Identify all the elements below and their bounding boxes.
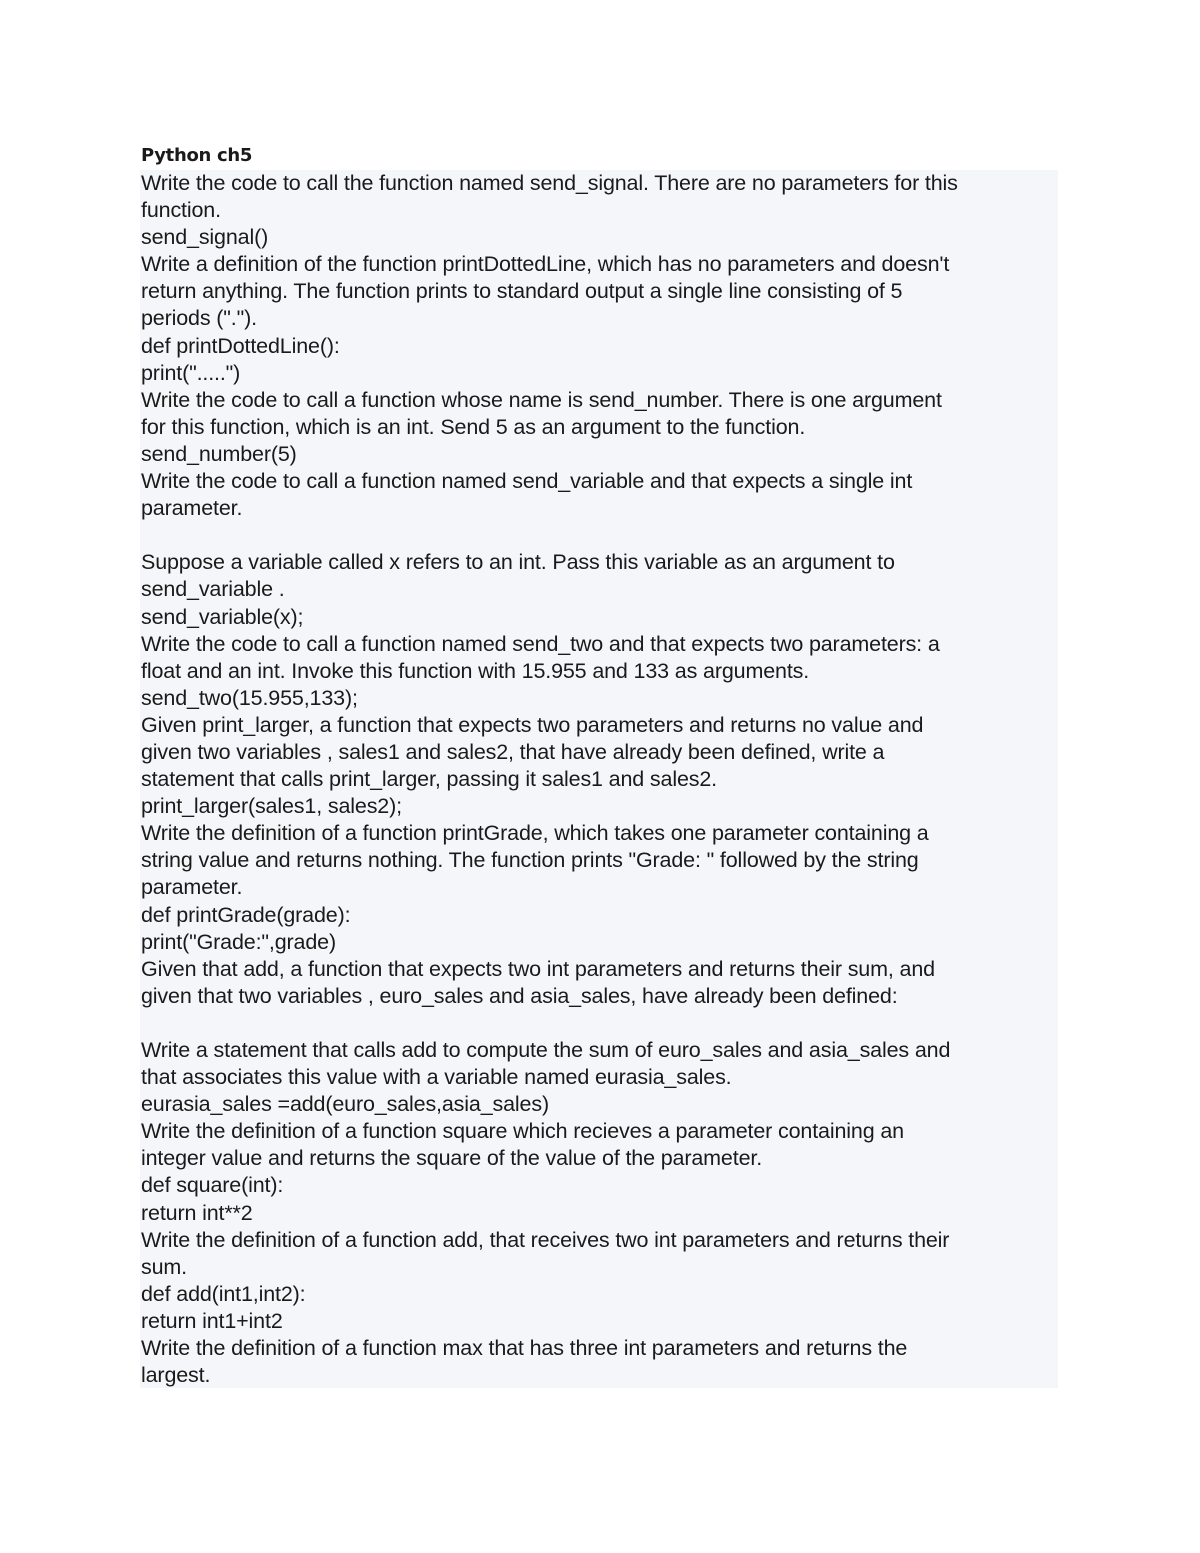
text-line: def add(int1,int2): xyxy=(141,1281,306,1306)
text-line: float and an int. Invoke this function with 15.955 and 133 as arguments. xyxy=(141,658,810,683)
text-line: given two variables , sales1 and sales2, that have already been defined, write a xyxy=(141,739,885,764)
text-line: Given that add, a function that expects two int parameters and returns their sum, and xyxy=(141,956,935,981)
text-line: sum. xyxy=(141,1254,187,1279)
text-line: Write the definition of a function printGrade, which takes one parameter containing a xyxy=(141,821,929,846)
text-line: Write the code to call a function named send_two and that expects two parameters: a xyxy=(141,631,940,656)
text-line: Given print_larger, a function that expects two parameters and returns no value and xyxy=(141,712,924,737)
document-body xyxy=(140,170,1058,1388)
text-line: Write the definition of a function square which recieves a parameter containing an xyxy=(141,1119,904,1144)
text-line: function. xyxy=(141,198,221,223)
text-line: def printGrade(grade): xyxy=(141,902,351,927)
text-line: def printDottedLine(): xyxy=(141,333,340,358)
text-line: string value and returns nothing. The function prints "Grade: " followed by the string xyxy=(141,848,919,873)
text-line: send_variable . xyxy=(141,577,285,602)
text-line: integer value and returns the square of the value of the parameter. xyxy=(141,1146,763,1171)
text-line: Write the code to call the function named send_signal. There are no parameters for this xyxy=(141,171,958,195)
text-line: parameter. xyxy=(141,875,243,900)
text-line: given that two variables , euro_sales and asia_sales, have already been defined: xyxy=(141,983,898,1008)
text-line: eurasia_sales =add(euro_sales,asia_sales) xyxy=(141,1092,549,1117)
text-line: send_variable(x); xyxy=(141,604,304,629)
blank-line xyxy=(140,522,1058,549)
text-line: print_larger(sales1, sales2); xyxy=(141,794,402,819)
text-line: Write the definition of a function add, that receives two int parameters and returns their xyxy=(141,1227,950,1252)
text-line: parameter. xyxy=(141,496,243,521)
text-line: that associates this value with a variable named eurasia_sales. xyxy=(141,1065,732,1090)
text-line: periods ("."). xyxy=(141,306,257,331)
text-line: send_signal() xyxy=(141,225,269,250)
text-line: Write the code to call a function whose name is send_number. There is one argument xyxy=(141,387,942,412)
text-line: Write the definition of a function max that has three int parameters and returns the xyxy=(141,1336,908,1361)
text-line: def square(int): xyxy=(141,1173,284,1198)
text-line: largest. xyxy=(141,1363,211,1388)
text-line: for this function, which is an int. Send 5 as an argument to the function. xyxy=(141,414,806,439)
text-line: print(".....") xyxy=(141,360,241,385)
text-line: send_two(15.955,133); xyxy=(141,685,358,710)
document-title: Python ch5 xyxy=(141,145,253,166)
text-line: return anything. The function prints to standard output a single line consisting of 5 xyxy=(141,279,903,304)
text-line: statement that calls print_larger, passing it sales1 and sales2. xyxy=(141,767,718,792)
text-line: Write a statement that calls add to compute the sum of euro_sales and asia_sales and xyxy=(141,1038,951,1062)
text-line: print("Grade:",grade) xyxy=(141,929,336,954)
blank-line xyxy=(140,1010,1058,1037)
text-line: return int1+int2 xyxy=(141,1308,283,1333)
text-line: Write a definition of the function printDottedLine, which has no parameters and doesn't xyxy=(141,252,950,277)
text-line: Suppose a variable called x refers to an int. Pass this variable as an argument to xyxy=(141,550,895,575)
text-line: send_number(5) xyxy=(141,441,297,466)
text-line: return int**2 xyxy=(141,1200,253,1225)
text-line: Write the code to call a function named send_variable and that expects a single int xyxy=(141,469,913,494)
